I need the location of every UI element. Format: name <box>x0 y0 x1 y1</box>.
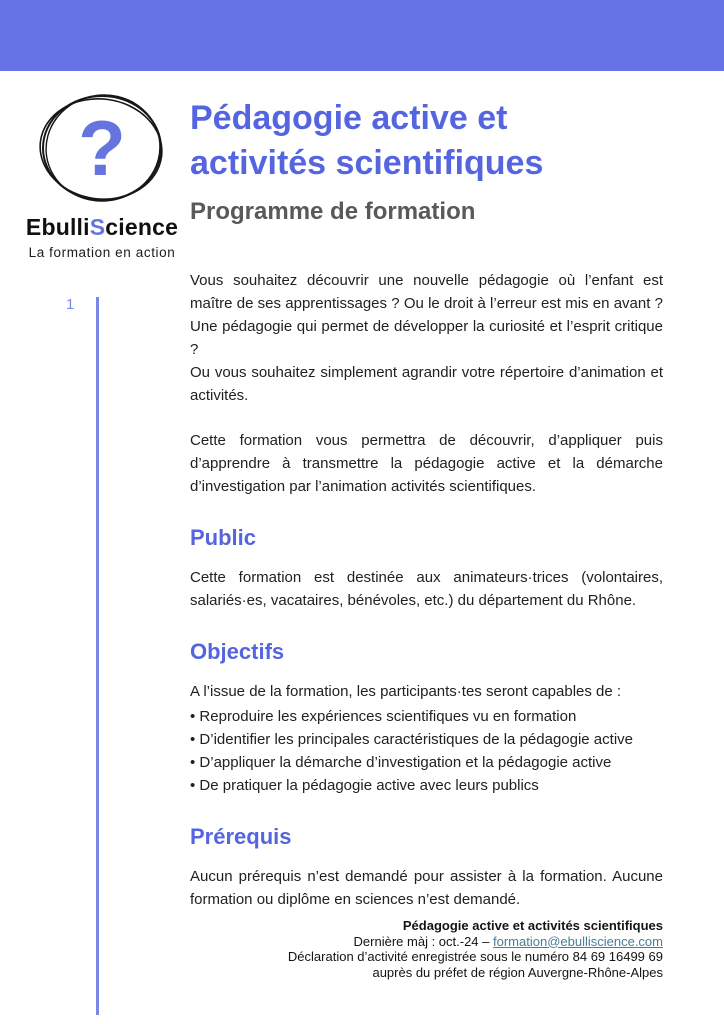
section-heading-public: Public <box>190 525 257 550</box>
page-title-line2: activités scientifiques <box>190 144 544 182</box>
section-public-body: Cette formation est destinée aux animateurs·trices (volontaires, salariés·es, vacataires, bénévoles, etc.) du département du Rhône. <box>190 569 663 609</box>
footer-declaration-line: Déclaration d’activité enregistrée sous le numéro 84 69 16499 69 <box>287 949 663 964</box>
footer-title: Pédagogie active et activités scientifiques <box>402 918 663 933</box>
intro-paragraph-1: Vous souhaitez découvrir une nouvelle pédagogie où l’enfant est maître de ses apprentissages ? Ou le droit à l’erreur est mis en avant ? Une pédagogie qui permet de développer la curiosité et l’esprit critique ? <box>190 272 663 358</box>
question-mark-logo-icon <box>36 92 168 206</box>
main-content <box>190 96 663 911</box>
question-mark-glyph: ? <box>78 104 126 192</box>
footer-email-link[interactable]: formation@ebulliscience.com <box>493 933 663 949</box>
objectifs-item: • D’identifier les principales caractéristiques de la pédagogie active <box>190 728 663 751</box>
section-prerequis-body: Aucun prérequis n’est demandé pour assister à la formation. Aucune formation ou diplôme en sciences n’est demandé. <box>190 868 663 908</box>
logo-name-prefix: Ebulli <box>25 214 90 240</box>
header-banner <box>0 0 724 71</box>
page-number: 1 <box>66 296 75 313</box>
page-title <box>190 96 663 186</box>
objectifs-intro: A l’issue de la formation, les participants·tes seront capables de : <box>190 683 622 700</box>
logo-name-accent: S <box>89 214 106 240</box>
vertical-rule <box>96 297 99 1015</box>
intro-paragraph-3: Cette formation vous permettra de découvrir, d’appliquer puis d’apprendre à transmettre la pédagogie active et la démarche d’investigation par l’animation activités scientifiques. <box>190 432 663 495</box>
logo-tagline: La formation en action <box>28 245 176 260</box>
objectifs-item: • De pratiquer la pédagogie active avec leurs publics <box>190 774 663 797</box>
page-subtitle: Programme de formation <box>190 198 476 225</box>
objectifs-item: • Reproduire les expériences scientifiques vu en formation <box>190 705 663 728</box>
page-title-line1: Pédagogie active et <box>190 99 508 137</box>
logo-name-suffix: cience <box>105 214 179 240</box>
logo-wordmark <box>22 214 182 241</box>
objectifs-item: • D’appliquer la démarche d’investigation et la pédagogie active <box>190 751 663 774</box>
section-heading-prerequis: Prérequis <box>190 824 292 849</box>
footer-prefect-line: auprès du préfet de région Auvergne-Rhône-Alpes <box>372 964 663 980</box>
intro-paragraph-2: Ou vous souhaitez simplement agrandir votre répertoire d’animation et activités. <box>190 364 663 404</box>
section-heading-objectifs: Objectifs <box>190 639 285 664</box>
logo <box>22 92 182 260</box>
footer-update-prefix: Dernière màj : oct.-24 – <box>353 933 493 949</box>
page-footer <box>190 918 663 980</box>
objectifs-list <box>190 705 663 797</box>
footer-update-line <box>190 934 663 950</box>
